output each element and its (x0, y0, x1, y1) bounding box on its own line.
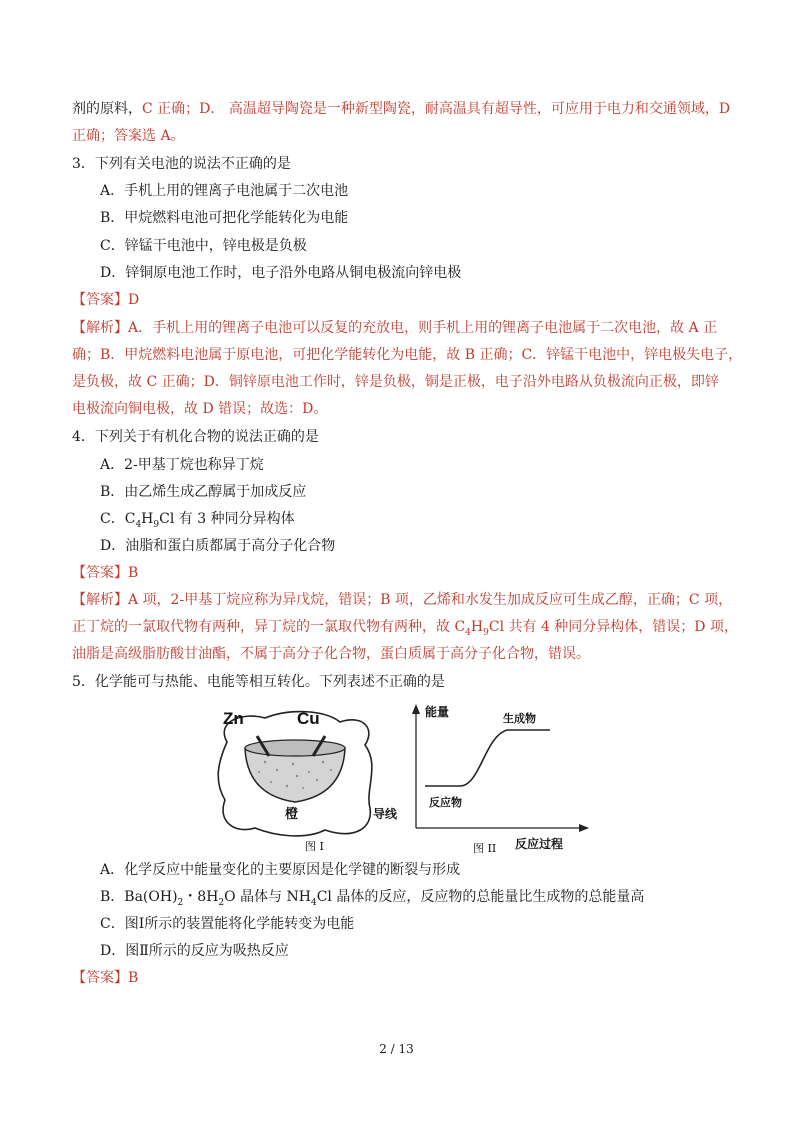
energy-curve (425, 730, 550, 786)
answer-value: D (128, 292, 140, 308)
q4-analysis-line-3: 油脂是高级脂肪酸甘油酯，不属于高分子化合物，蛋白质属于高分子化合物，错误。 (72, 646, 590, 662)
products-label: 生成物 (503, 712, 536, 725)
q3-analysis-line-2: 确；B．甲烷燃料电池属于原电池，可把化学能转化为电能，故 B 正确；C．锌锰干电池中，锌电极失电子， (72, 347, 743, 363)
subscript: 4 (310, 897, 317, 908)
continuation-line-1 (72, 100, 730, 118)
continuation-text-red: C 正确；D． 高温超导陶瓷是一种新型陶瓷，耐高温具有超导性，可应用于电力和交通领域，D (142, 101, 731, 117)
figure-1-orange-cell (218, 709, 398, 853)
text: H (141, 511, 154, 527)
page-number: 2 / 13 (379, 1042, 414, 1056)
x-axis-label: 反应过程 (515, 837, 564, 851)
q3-analysis-line-4: 电极流向铜电极，故 D 错误；故选：D。 (72, 401, 328, 417)
q5-option-a: A．化学反应中能量变化的主要原因是化学键的断裂与形成 (100, 862, 461, 878)
text: H (470, 619, 484, 635)
q4-option-d: D．油脂和蛋白质都属于高分子化合物 (100, 538, 336, 554)
answer-label: 【答案】 (72, 565, 128, 581)
continuation-line-2: 正确；答案选 A。 (72, 128, 185, 144)
text: Cl 有 3 种同分异构体 (159, 511, 295, 527)
text: O 晶体与 NH (224, 889, 311, 905)
subscript: 4 (465, 627, 471, 638)
cu-label: Cu (297, 709, 320, 728)
q4-analysis-line-2 (72, 618, 738, 642)
subscript: 2 (218, 897, 225, 908)
text: Cl 共有 4 种同分异构体，错误；D 项， (488, 619, 738, 635)
q4-answer (72, 564, 138, 582)
q3-option-a: A．手机上用的锂离子电池属于二次电池 (100, 183, 349, 199)
q4-stem: 4．下列关于有机化合物的说法正确的是 (72, 429, 319, 445)
q4-option-a: A．2-甲基丁烷也称异丁烷 (100, 457, 264, 473)
analysis-label: 【解析】 (72, 592, 128, 608)
zn-label: Zn (223, 709, 244, 728)
y-axis-label: 能量 (425, 705, 450, 719)
analysis-label: 【解析】 (72, 320, 128, 336)
subscript: 9 (483, 627, 489, 638)
figure-2-energy-diagram (412, 704, 589, 855)
q3-option-c: C．锌锰干电池中，锌电极是负极 (100, 238, 307, 254)
text: 正丁烷的一氯取代物有两种，异丁烷的一氯取代物有两种，故 C (72, 619, 466, 635)
text: C．C (100, 511, 136, 527)
x-axis-arrow (579, 824, 589, 832)
reactants-label: 反应物 (429, 796, 462, 809)
wire-label: 导线 (373, 807, 398, 821)
subscript: 2 (177, 897, 184, 908)
subscript: 9 (153, 519, 160, 530)
answer-value: B (128, 565, 139, 581)
q4-analysis-line-1 (72, 591, 732, 609)
q3-answer (72, 291, 139, 309)
text: B．Ba(OH) (100, 889, 178, 905)
answer-value: B (128, 970, 139, 986)
answer-label: 【答案】 (72, 292, 128, 308)
q5-option-c: C．图Ⅰ所示的装置能将化学能转变为电能 (100, 916, 355, 932)
continuation-text: 剂的原料， (72, 101, 142, 117)
q5-option-d: D．图Ⅱ所示的反应为吸热反应 (100, 943, 289, 959)
text: Cl 晶体的反应，反应物的总能量比生成物的总能量高 (316, 889, 645, 905)
q3-option-b: B．甲烷燃料电池可把化学能转化为电能 (100, 210, 349, 226)
y-axis-arrow (412, 704, 420, 714)
q3-option-d: D．锌铜原电池工作时，电子沿外电路从铜电极流向锌电极 (100, 265, 462, 281)
subscript: 4 (135, 519, 142, 530)
analysis-text: A 项，2-甲基丁烷应称为异戊烷，错误；B 项，乙烯和水发生加成反应可生成乙醇，正确；C 项， (128, 592, 733, 608)
analysis-text: A．手机上用的锂离子电池可以反复的充放电，则手机上用的锂离子电池属于二次电池，故 A 正 (128, 320, 718, 336)
q5-stem: 5．化学能可与热能、电能等相互转化。下列表述不正确的是 (72, 674, 445, 690)
q3-analysis-line-3: 是负极，故 C 正确；D．铜锌原电池工作时，锌是负极，铜是正极，电子沿外电路从负极流向正极，即锌 (72, 374, 719, 390)
figure-1-caption: 图 I (305, 840, 324, 853)
q5-option-b (100, 888, 644, 912)
q4-option-b: B．由乙烯生成乙醇属于加成反应 (100, 484, 307, 500)
q5-answer (72, 969, 138, 987)
q3-stem: 3．下列有关电池的说法不正确的是 (72, 156, 291, 172)
answer-label: 【答案】 (72, 970, 128, 986)
text: ・8H (183, 889, 219, 905)
q4-option-c (100, 510, 295, 534)
q5-figure (205, 700, 590, 860)
orange-label: 橙 (285, 807, 299, 822)
figure-2-caption: 图 II (473, 842, 497, 855)
q3-analysis-line-1 (72, 319, 717, 337)
